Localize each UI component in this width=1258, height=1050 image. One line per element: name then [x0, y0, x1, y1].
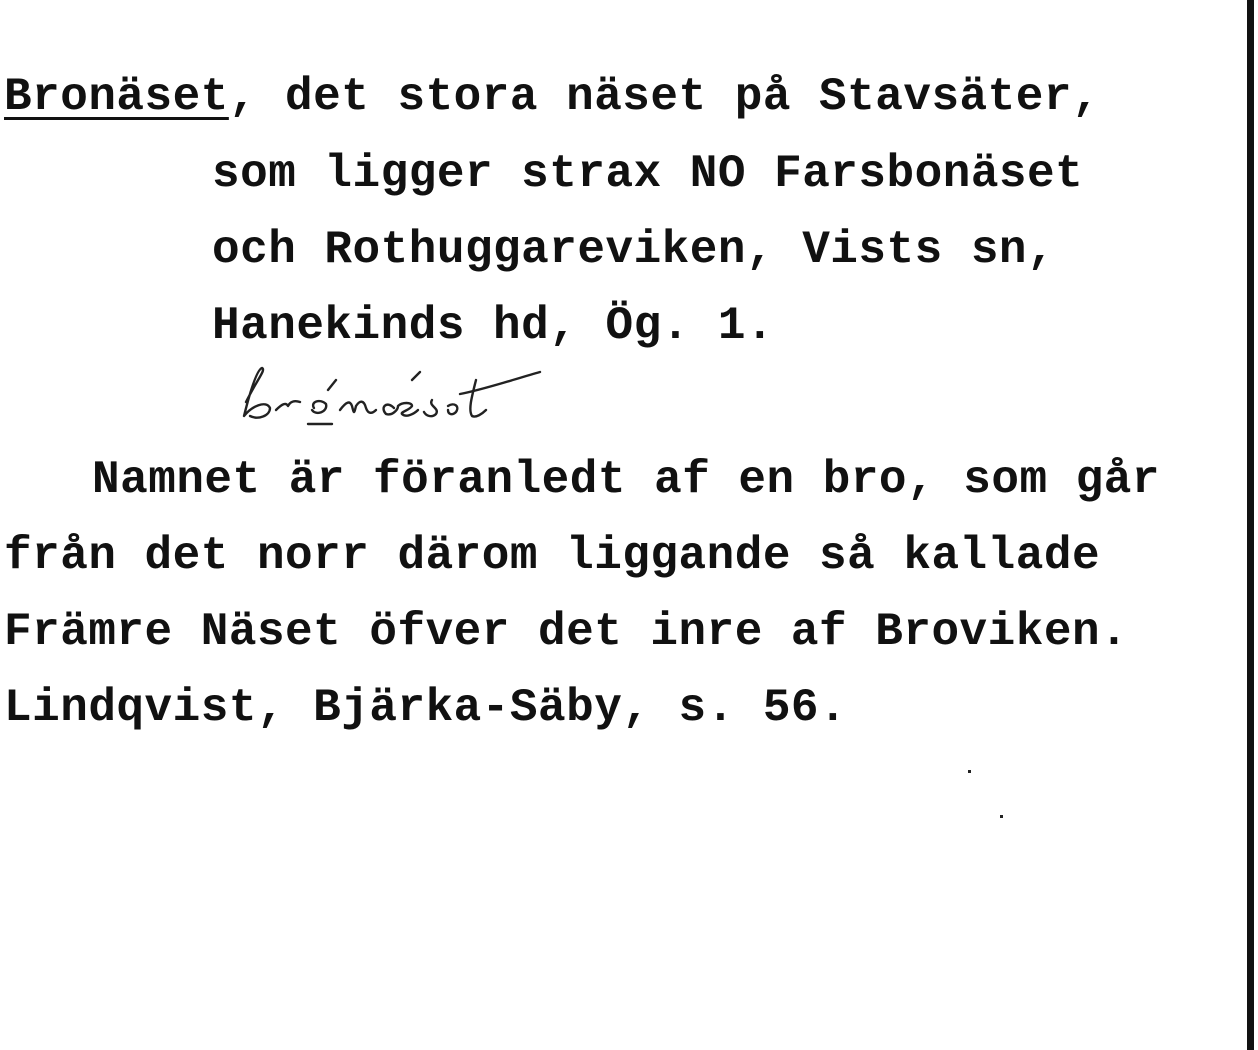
body-line-2: från det norr därom liggande så kallade: [4, 530, 1101, 582]
body-line-3: Främre Näset öfver det inre af Broviken.: [4, 606, 1129, 658]
entry-line-4: Hanekinds hd, Ög. 1.: [212, 300, 775, 352]
entry-line-3: och Rothuggareviken, Vists sn,: [212, 224, 1056, 276]
source-reference: Lindqvist, Bjärka-Säby, s. 56.: [4, 682, 848, 734]
scan-speck: [1000, 815, 1003, 818]
entry-line-1: , det stora näset på Stavsäter,: [228, 71, 1101, 123]
entry-line-2: som ligger strax NO Farsbonäset: [212, 148, 1084, 200]
headword: Bronäset: [4, 71, 229, 123]
card-right-edge: [1247, 0, 1254, 1050]
scan-speck: [968, 770, 971, 773]
handwritten-pronunciation: [236, 350, 676, 440]
body-line-1: Namnet är föranledt af en bro, som går: [92, 454, 1160, 506]
entry-first-line: [4, 71, 1101, 123]
